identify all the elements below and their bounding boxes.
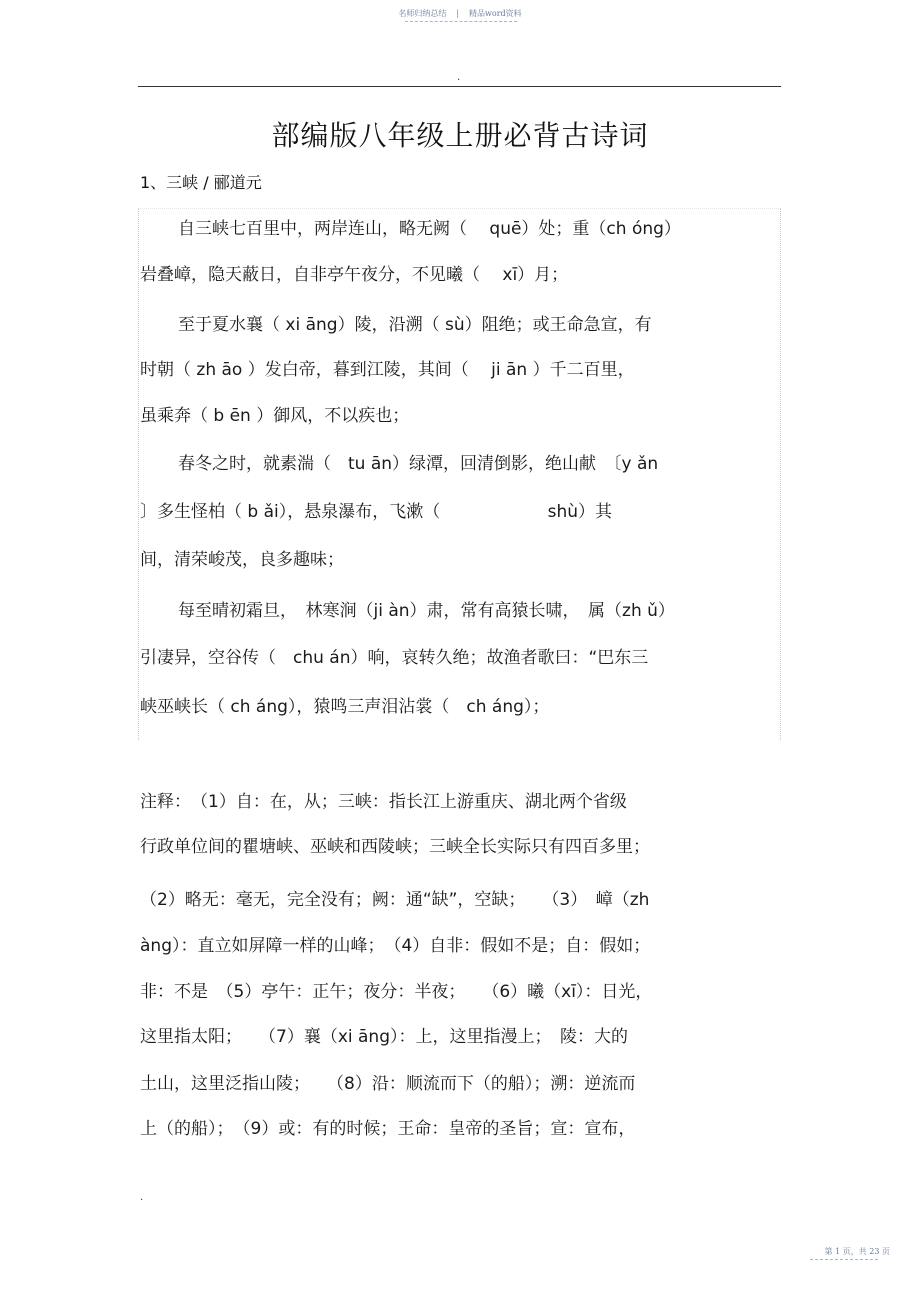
poem-line: 虽乘奔（ b ēn ）御风，不以疾也； <box>140 406 410 426</box>
top-dot-mark: . <box>457 72 461 83</box>
page-header <box>0 8 920 19</box>
header-right-text: 精品word资料 <box>469 9 522 18</box>
header-separator: | <box>456 9 460 18</box>
note-line: （2）略无：毫无，完全没有；阙：通“缺”，空缺； （3） 嶂（zh <box>140 890 650 910</box>
note-line: àng）：直立如屏障一样的山峰； （4）自非：假如不是；自：假如； <box>140 936 651 956</box>
note-line: 土山，这里泛指山陵； （8）沿：顺流而下（的船）；溯：逆流而 <box>140 1074 636 1094</box>
poem-line: 自三峡七百里中，两岸连山，略无阙（ quē）处；重（ch óng） <box>178 219 681 239</box>
note-line: 上（的船）； （9）或：有的时候；王命：皇帝的圣旨；宣：宣布， <box>140 1119 636 1139</box>
poem-line: 〕多生怪柏（ b ǎi），悬泉瀑布，飞漱（ shù）其 <box>140 502 613 522</box>
page-number-footer: 第 1 页，共 23 页 <box>824 1247 890 1256</box>
bottom-dot-mark: . <box>140 1192 144 1203</box>
poem-line: 春冬之时，就素湍（ tu ān）绿潭，回清倒影，绝山献 〔y ǎn <box>178 454 659 474</box>
note-line: 这里指太阳； （7）襄（xi āng）：上，这里指漫上； 陵：大的 <box>140 1027 628 1047</box>
poem-line: 引凄异，空谷传（ chu án）响，哀转久绝；故渔者歌曰：“巴东三 <box>140 648 649 668</box>
poem-heading: 1、三峡 / 郦道元 <box>140 173 262 192</box>
footer-dash-line <box>810 1259 878 1260</box>
note-line: 非：不是 （5）亭午：正午；夜分：半夜； （6）曦（xī）：日光， <box>140 982 653 1002</box>
header-rule <box>138 86 781 87</box>
poem-line: 间，清荣峻茂，良多趣味； <box>140 550 344 570</box>
poem-line: 至于夏水襄（ xi āng）陵，沿溯（ sù）阻绝；或王命急宣，有 <box>178 315 652 335</box>
poem-line: 岩叠嶂，隐天蔽日，自非亭午夜分，不见曦（ xī）月； <box>140 265 569 285</box>
poem-line: 时朝（ zh āo ）发白帝，暮到江陵，其间（ ji ān ）千二百里， <box>140 360 635 380</box>
page-title: 部编版八年级上册必背古诗词 <box>271 119 649 152</box>
note-line: 行政单位间的瞿塘峡、巫峡和西陵峡；三峡全长实际只有四百多里； <box>140 837 650 857</box>
poem-line: 峡巫峡长（ ch áng），猿鸣三声泪沾裳（ ch áng）； <box>140 697 550 717</box>
poem-line: 每至晴初霜旦， 林寒涧（ji àn）肃，常有高猿长啸， 属（zh ǔ） <box>178 601 675 621</box>
header-left-text: 名师归纳总结 <box>398 9 447 18</box>
note-line: 注释： （1）自：在，从；三峡：指长江上游重庆、湖北两个省级 <box>140 792 627 812</box>
header-dash-line <box>405 21 517 22</box>
